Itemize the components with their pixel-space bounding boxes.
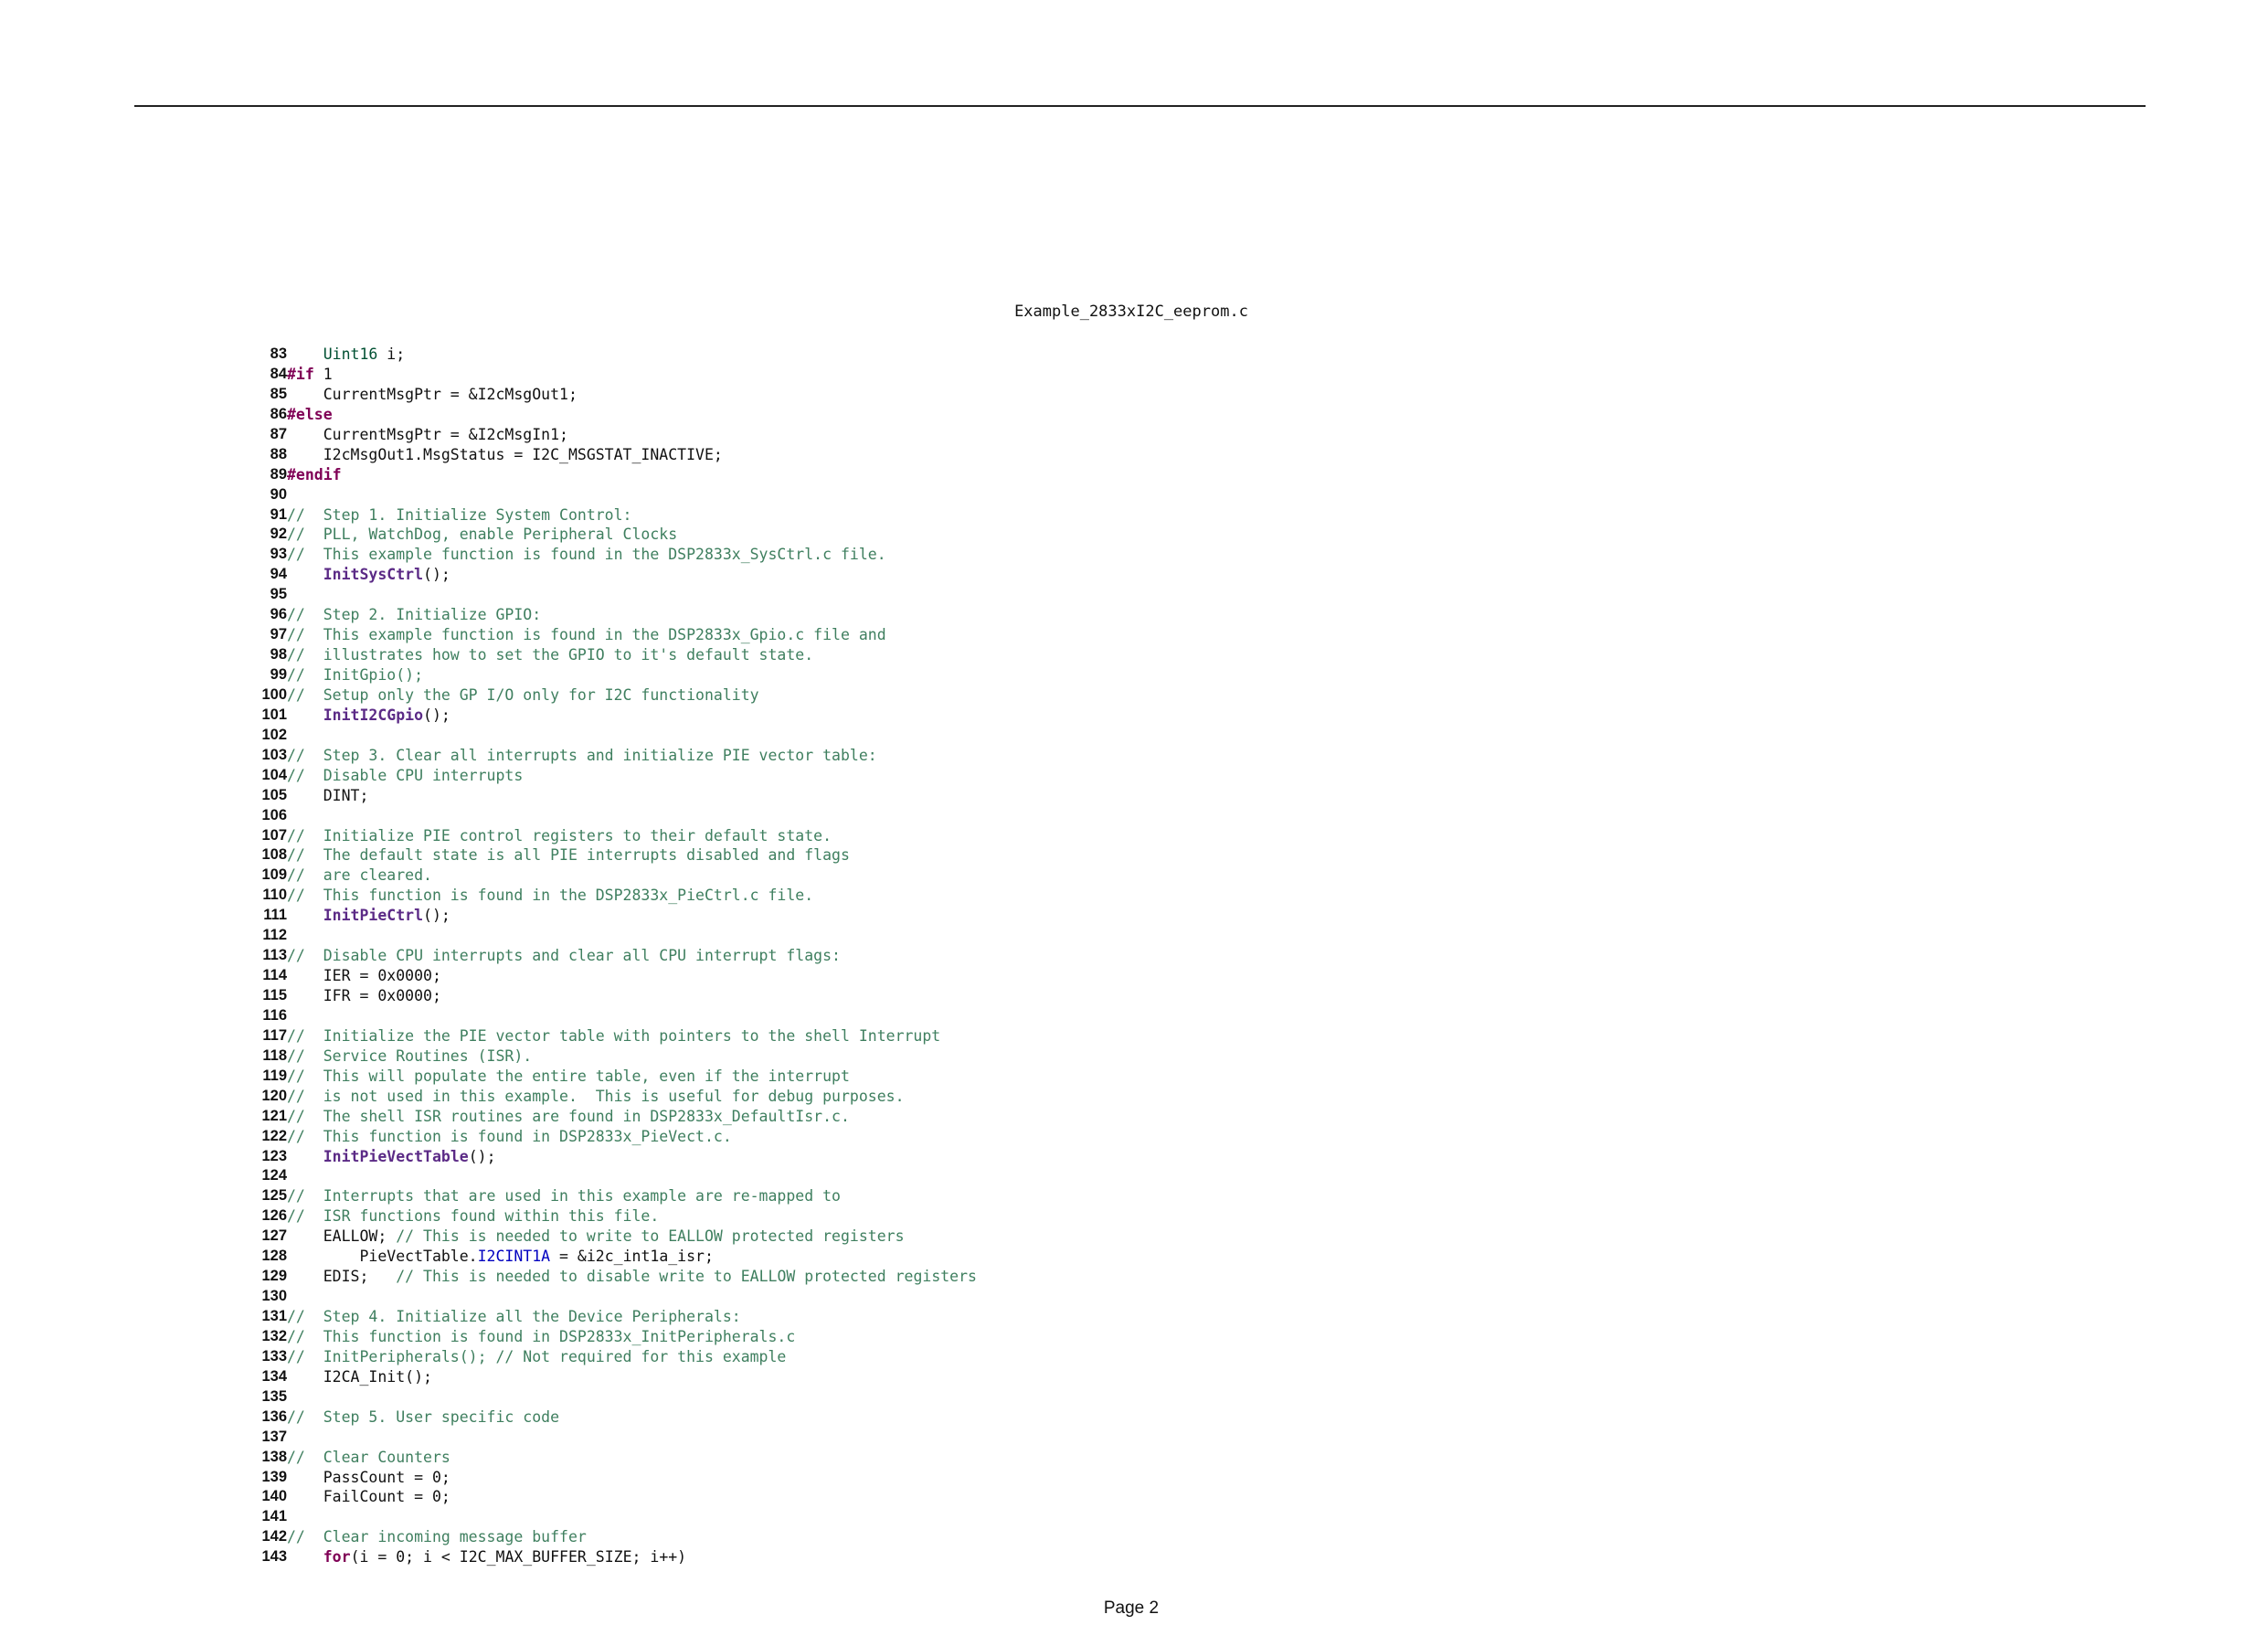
code-line (254, 1006, 977, 1026)
line-number: 114 (262, 967, 287, 984)
code-text: // Clear incoming message buffer (287, 1528, 587, 1546)
code-line (254, 505, 977, 526)
code-text: I2cMsgOut1.MsgStatus = I2C_MSGSTAT_INACTIVE; (287, 445, 723, 463)
code-text: // Step 2. Initialize GPIO: (287, 606, 542, 624)
code-line (254, 706, 977, 726)
code-line (254, 625, 977, 645)
line-number: 142 (261, 1528, 287, 1545)
line-number: 83 (270, 345, 287, 362)
code-line (254, 1166, 977, 1186)
code-line (254, 585, 977, 605)
code-line (254, 1487, 977, 1507)
code-line (254, 485, 977, 505)
code-text: // InitGpio(); (287, 666, 424, 684)
line-number: 84 (270, 365, 287, 382)
code-text: I2CA_Init(); (287, 1367, 432, 1386)
code-text: // Step 1. Initialize System Control: (287, 505, 632, 524)
line-number: 96 (270, 606, 287, 623)
code-line (254, 866, 977, 886)
line-number: 123 (261, 1147, 287, 1164)
line-number: 138 (261, 1448, 287, 1465)
code-text: // illustrates how to set the GPIO to it's default state. (287, 646, 814, 664)
code-text: // This example function is found in the DSP2833x_SysCtrl.c file. (287, 546, 886, 564)
line-number: 131 (261, 1308, 287, 1324)
line-number: 118 (262, 1046, 287, 1064)
code-line (254, 405, 977, 425)
code-text: PassCount = 0; (287, 1468, 450, 1486)
code-line (254, 1428, 977, 1448)
line-number: 121 (261, 1107, 287, 1124)
code-line (254, 645, 977, 665)
line-number: 120 (261, 1087, 287, 1104)
line-number: 89 (270, 465, 287, 483)
code-text: // Disable CPU interrupts and clear all CPU interrupt flags: (287, 947, 841, 965)
code-line (254, 1307, 977, 1327)
code-text: // is not used in this example. This is useful for debug purposes. (287, 1087, 905, 1105)
code-text: CurrentMsgPtr = &I2cMsgIn1; (287, 425, 568, 443)
line-number: 130 (261, 1288, 287, 1305)
code-text: #else (287, 405, 333, 423)
code-text: // Step 5. User specific code (287, 1407, 560, 1426)
code-line (254, 926, 977, 946)
code-text: // This function is found in DSP2833x_InitPeripherals.c (287, 1327, 796, 1345)
code-line (254, 946, 977, 966)
line-number: 127 (261, 1227, 287, 1245)
line-number: 93 (270, 546, 287, 563)
code-line (254, 1247, 977, 1267)
code-line (254, 1087, 977, 1107)
code-text: // Disable CPU interrupts (287, 766, 524, 784)
code-text: for(i = 0; i < I2C_MAX_BUFFER_SIZE; i++) (323, 1548, 687, 1567)
line-number: 137 (261, 1428, 287, 1445)
code-line (254, 345, 977, 365)
code-text: // This example function is found in the DSP2833x_Gpio.c file and (287, 626, 886, 644)
line-number: 133 (261, 1347, 287, 1365)
code-line (254, 1327, 977, 1347)
line-number: 115 (262, 987, 287, 1004)
code-line (254, 906, 977, 926)
line-number: 134 (261, 1367, 287, 1385)
code-line (254, 385, 977, 405)
code-line (254, 1067, 977, 1087)
code-text: // Clear Counters (287, 1448, 450, 1466)
file-title-text: Example_2833xI2C_eeprom.c (1014, 303, 1248, 321)
page-header-rule (134, 105, 2146, 107)
line-number: 95 (270, 586, 287, 603)
line-number: 125 (261, 1187, 287, 1205)
code-line (254, 685, 977, 706)
code-line (254, 1227, 977, 1247)
line-number: 110 (262, 887, 287, 904)
code-line (254, 1046, 977, 1067)
code-text: #if 1 (287, 365, 333, 383)
code-line (254, 806, 977, 826)
code-line (254, 1287, 977, 1307)
line-number: 135 (261, 1387, 287, 1405)
code-line (254, 1026, 977, 1046)
line-number: 90 (270, 485, 287, 503)
code-text: DINT; (287, 786, 369, 804)
line-number: 97 (270, 626, 287, 643)
code-line (254, 605, 977, 625)
line-number: 128 (261, 1248, 287, 1265)
code-text: InitPieCtrl(); (323, 907, 450, 925)
line-number: 119 (262, 1067, 287, 1084)
code-line (254, 1387, 977, 1407)
code-line (254, 1206, 977, 1227)
line-number: 122 (261, 1127, 287, 1144)
line-number: 92 (270, 526, 287, 543)
line-number: 109 (261, 866, 287, 884)
line-number: 141 (261, 1508, 287, 1525)
line-number: 124 (261, 1167, 287, 1184)
code-text: InitPieVectTable(); (323, 1147, 496, 1165)
code-line (254, 1267, 977, 1287)
code-line (254, 986, 977, 1006)
line-number: 107 (261, 826, 287, 844)
code-text: // Initialize the PIE vector table with pointers to the shell Interrupt (287, 1026, 941, 1045)
code-line (254, 525, 977, 545)
line-number: 126 (261, 1207, 287, 1225)
code-text: // Interrupts that are used in this example are re-mapped to (287, 1187, 841, 1205)
code-text: Uint16 i; (323, 345, 406, 363)
code-line (254, 1407, 977, 1428)
code-line (254, 786, 977, 806)
line-number: 104 (261, 766, 287, 783)
line-number: 85 (270, 385, 287, 402)
code-text: // Setup only the GP I/O only for I2C functionality (287, 685, 759, 704)
page-footer (0, 1598, 2268, 1619)
line-number: 113 (262, 947, 287, 964)
line-number: 140 (261, 1488, 287, 1505)
code-text: CurrentMsgPtr = &I2cMsgOut1; (287, 385, 578, 403)
code-text: // ISR functions found within this file. (287, 1207, 660, 1226)
line-number: 112 (262, 927, 287, 944)
line-number: 103 (261, 746, 287, 763)
code-text: // The shell ISR routines are found in DSP2833x_DefaultIsr.c. (287, 1107, 850, 1125)
line-number: 117 (262, 1026, 287, 1044)
code-line (254, 1127, 977, 1147)
code-text: EALLOW; // This is needed to write to EALLOW protected registers (287, 1227, 905, 1246)
code-line (254, 365, 977, 385)
code-line (254, 1147, 977, 1167)
line-number: 91 (270, 505, 287, 523)
code-line (254, 1448, 977, 1468)
line-number: 99 (270, 666, 287, 683)
line-number: 139 (261, 1468, 287, 1485)
code-text: // Step 4. Initialize all the Device Peripherals: (287, 1308, 741, 1325)
code-line (254, 746, 977, 766)
line-number: 102 (261, 726, 287, 743)
code-line (254, 425, 977, 445)
code-line (254, 1367, 977, 1387)
code-text: // InitPeripherals(); // Not required for this example (287, 1347, 787, 1365)
line-number: 98 (270, 646, 287, 664)
file-title (0, 303, 2268, 321)
code-text: // This function is found in the DSP2833x_PieCtrl.c file. (287, 887, 814, 905)
line-number: 86 (270, 405, 287, 422)
line-number: 116 (262, 1006, 287, 1024)
code-text: IER = 0x0000; (287, 967, 441, 985)
code-line (254, 826, 977, 846)
line-number: 108 (261, 846, 287, 864)
line-number: 100 (261, 685, 287, 703)
line-number: 111 (263, 907, 287, 924)
code-line (254, 665, 977, 685)
line-number: 87 (270, 425, 287, 442)
line-number: 143 (261, 1548, 287, 1566)
code-text: FailCount = 0; (287, 1488, 450, 1506)
code-line (254, 445, 977, 465)
code-line (254, 545, 977, 565)
code-line (254, 1527, 977, 1547)
code-line (254, 1507, 977, 1527)
line-number: 106 (261, 806, 287, 823)
code-text: PieVectTable.I2CINT1A = &i2c_int1a_isr; (287, 1248, 714, 1266)
code-line (254, 565, 977, 585)
code-line (254, 845, 977, 866)
code-text: // PLL, WatchDog, enable Peripheral Clocks (287, 526, 678, 544)
code-line (254, 1547, 977, 1567)
line-number: 94 (270, 566, 287, 583)
line-number: 105 (261, 786, 287, 803)
code-text: InitI2CGpio(); (323, 706, 450, 724)
line-number: 132 (261, 1327, 287, 1344)
code-text: EDIS; // This is needed to disable write to EALLOW protected registers (287, 1268, 977, 1286)
line-number: 129 (261, 1268, 287, 1285)
code-text: // Initialize PIE control registers to their default state. (287, 826, 832, 844)
code-text: #endif (287, 465, 342, 483)
code-line (254, 1107, 977, 1127)
page-number: Page 2 (1103, 1598, 1160, 1618)
line-number: 88 (270, 445, 287, 462)
code-text: // Step 3. Clear all interrupts and initialize PIE vector table: (287, 746, 877, 764)
line-number: 101 (261, 706, 287, 723)
code-line (254, 726, 977, 746)
code-line (254, 1347, 977, 1367)
code-text: // The default state is all PIE interrupts disabled and flags (287, 846, 850, 865)
line-number: 136 (261, 1407, 287, 1425)
code-text: // This will populate the entire table, even if the interrupt (287, 1067, 850, 1085)
code-text: InitSysCtrl(); (323, 566, 450, 584)
code-text: // This function is found in DSP2833x_PieVect.c. (287, 1127, 732, 1145)
code-text: IFR = 0x0000; (287, 987, 441, 1004)
code-line (254, 465, 977, 485)
code-text: // Service Routines (ISR). (287, 1046, 533, 1065)
code-line (254, 966, 977, 986)
code-line (254, 766, 977, 786)
code-text: // are cleared. (287, 866, 432, 885)
code-listing (254, 345, 977, 1567)
code-line (254, 1468, 977, 1488)
code-line (254, 886, 977, 906)
code-line (254, 1186, 977, 1206)
